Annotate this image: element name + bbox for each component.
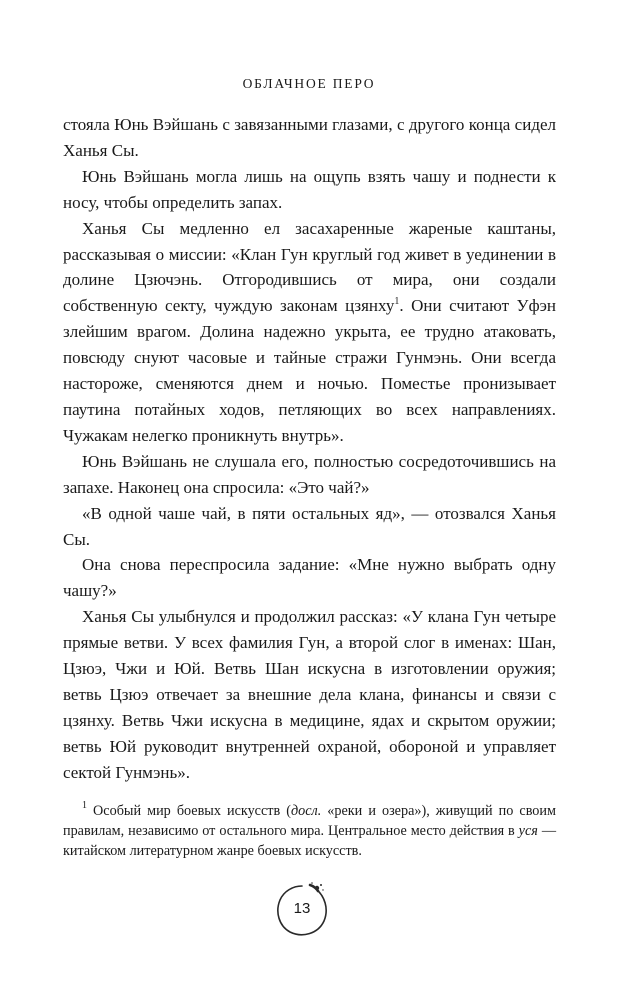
body-text: [63, 112, 556, 786]
footnote-abbreviation: досл.: [290, 803, 322, 819]
paragraph: Она снова переспросила задание: «Мне нужно выбрать одну чашу?»: [63, 555, 556, 601]
paragraph: [63, 216, 556, 449]
paragraph: Ханья Сы улыбнулся и продолжил рассказ: «У клана Гун четыре прямые ветви. У всех фамилия Гун, а второй слог в именах: Шан, Цзюэ, Чжи и Юй. Ветвь Шан искусна в изготовлении оружия; ветвь Цзюэ отвечает за внешние дела клана, финансы и связи с цзянху. Ветвь Чжи искусна в медицине, ядах и скрытом оружии; ветвь Юй руководит внутренней охраной, обороной и управляет сектой Гунмэнь».: [63, 607, 556, 782]
footnote-text: — китайском литературном жанре боевых искусств.: [63, 823, 556, 860]
running-head: ОБЛАЧНОЕ ПЕРО: [242, 76, 376, 91]
footnote-text: «реки и озера»), живущий по своим правилам, независимо от остального мира. Центральное место действия в: [63, 803, 556, 840]
paragraph: «В одной чаше чай, в пяти остальных яд», — отозвался Ханья Сы.: [63, 503, 556, 549]
footnote-term: уся: [518, 823, 538, 840]
paragraph: Юнь Вэйшань могла лишь на ощупь взять чашу и поднести к носу, чтобы определить запах.: [63, 166, 556, 212]
footnote-marker: 1: [82, 800, 87, 811]
footnote-reference: 1: [394, 296, 400, 308]
paragraph: стояла Юнь Вэйшань с завязанными глазами, с другого конца сидел Ханья Сы.: [63, 115, 556, 160]
footnote: [63, 801, 556, 862]
paragraph-text: Ханья Сы медленно ел засахаренные жареные каштаны, рассказывая о миссии: «Клан Гун круглый год живет в уединении в долине Цзючэнь. Отгородившись от мира, они создали собственную секту, чуждую законам цзянху: [63, 218, 556, 316]
paragraph: Юнь Вэйшань не слушала его, полностью сосредоточившись на запахе. Наконец она спросила: «Это чай?»: [63, 451, 556, 497]
footnote-text: Особый мир боевых искусств (: [87, 803, 291, 819]
page-number-ornament: [271, 879, 333, 941]
page-number: 13: [293, 900, 311, 917]
paragraph-text: . Они считают Уфэн злейшим врагом. Долина надежно укрыта, ее трудно атаковать, повсюду снуют часовые и тайные стражи Гунмэнь. Они всегда настороже, сменяются днем и ночью. Поместье пронизывает паутина потайных ходов, петляющих во всех направлениях. Чужакам нелегко проникнуть внутрь».: [63, 296, 556, 445]
